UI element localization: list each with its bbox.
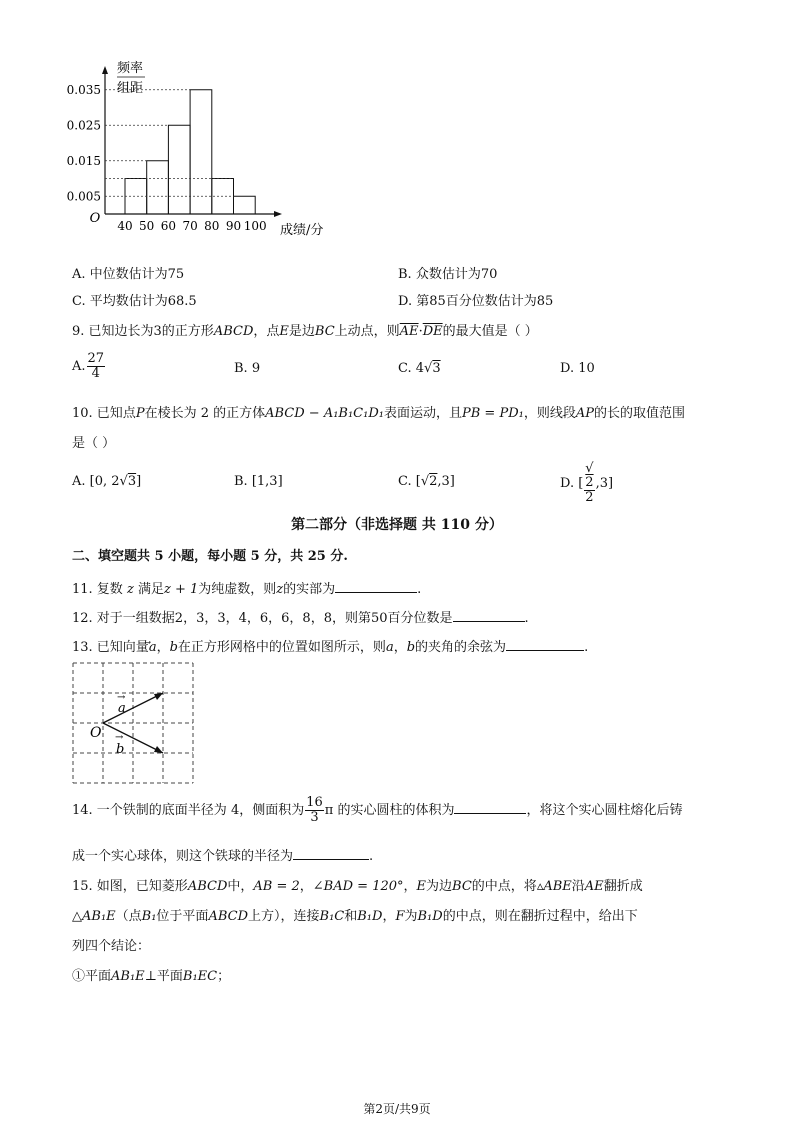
q8-option-b: B. 众数估计为70 — [398, 267, 498, 282]
x-axis-arrow — [274, 211, 282, 217]
q15-conclusion-1: ①平面AB₁E⊥平面B₁EC； — [72, 969, 231, 984]
q9-option-b: B. 9 — [234, 361, 261, 376]
x-tick-label: 50 — [139, 219, 155, 233]
x-tick-label: 90 — [225, 219, 242, 233]
q9-stem: 9. 已知边长为3的正方形ABCD，点E是边BC上动点，则$\overline{AE}\cdot\overline{DE}$的最大值是（ ） — [72, 324, 538, 339]
vector-a-label: a — [118, 701, 126, 716]
q10-stem-line2: 是（ ） — [72, 436, 116, 451]
histogram-bar — [234, 196, 256, 214]
q13-answer-blank[interactable] — [506, 638, 584, 651]
q10-option-b: B. [1,3] — [234, 474, 283, 489]
y-tick-label: 0.005 — [66, 189, 101, 204]
q10-option-a: A. [0, 2√3] — [72, 474, 142, 489]
x-tick-label: 40 — [117, 219, 133, 233]
x-tick-label: 80 — [204, 219, 220, 233]
histogram-bar — [125, 179, 147, 215]
q8-option-a: A. 中位数估计为75 — [72, 267, 185, 282]
q11: 11. 复数 z 满足z + 1为纯虚数，则z的实部为 . — [72, 582, 422, 597]
y-axis-arrow — [102, 66, 108, 74]
q10-option-d: D. [ √ 2 2 ,3] — [560, 461, 614, 505]
q11-answer-blank[interactable] — [335, 580, 417, 593]
q8-option-d: D. 第85百分位数估计为85 — [398, 294, 554, 309]
q9-option-a: A. $\frac{27}{4}$ — [72, 351, 105, 381]
histogram-chart — [60, 58, 360, 258]
page-footer: 第2页/共9页 — [363, 1102, 431, 1116]
q15-line3: 列四个结论： — [72, 939, 151, 954]
grid-lines — [73, 663, 193, 783]
q10-stem-line1: 10. 已知点P在棱长为 2 的正方体ABCD − A₁B₁C₁D₁表面运动，且PB = PD₁，则线段AP的长的取值范围 — [72, 406, 686, 421]
q10-option-c: C. [√2,3] — [398, 474, 455, 489]
q9-option-c: C. 4√3 — [398, 361, 441, 376]
q15-line1: 15. 如图，已知菱形ABCD中，AB = 2，∠BAD = 120°，E为边BC的中点，将▵ABE沿AE翻折成 — [72, 879, 643, 894]
q14-radius-blank[interactable] — [293, 847, 369, 860]
section2-title: 二、填空题共 5 小题，每小题 5 分，共 25 分. — [72, 549, 348, 564]
y-axis-label-bottom: 组距 — [117, 81, 144, 96]
q13: 13. 已知向量a，b在正方形网格中的位置如图所示，则a，b的夹角的余弦为 . — [72, 640, 589, 655]
vector-b-label: b — [116, 742, 125, 757]
x-tick-label: 60 — [160, 219, 177, 233]
histogram-bar — [190, 90, 212, 214]
histogram-bar — [168, 125, 190, 214]
y-tick-label: 0.035 — [66, 82, 101, 97]
histogram-bar — [147, 161, 169, 214]
q14-line1: 14. 一个铁制的底面半径为 4，侧面积为 $\frac{16}{3}$ π 的实心圆柱的体积为 ，将这个实心圆柱熔化后铸 — [72, 795, 683, 825]
origin-label: O — [89, 211, 101, 226]
vector-a-arrow — [103, 693, 163, 723]
q14-line2: 成一个实心球体，则这个铁球的半径为 . — [72, 849, 374, 864]
x-tick-label: 100 — [243, 219, 267, 233]
vector-grid-figure — [70, 660, 200, 790]
grid-origin-label: O — [90, 725, 102, 741]
q12: 12. 对于一组数据2，3，3，4，6，6，8，8，则第50百分位数是 . — [72, 611, 529, 626]
y-tick-label: 0.025 — [66, 118, 101, 133]
q12-answer-blank[interactable] — [453, 609, 525, 622]
part2-title: 第二部分（非选择题 共 110 分） — [291, 517, 503, 533]
y-axis-label-top: 频率 — [117, 61, 144, 76]
x-tick-label: 70 — [182, 219, 198, 233]
y-tick-label: 0.015 — [66, 153, 101, 168]
q9-option-d: D. 10 — [560, 361, 595, 376]
svg-text:→: → — [117, 692, 126, 703]
svg-text:→: → — [115, 732, 124, 743]
q14-volume-blank[interactable] — [454, 801, 526, 814]
x-axis-label: 成绩/分 — [280, 223, 324, 238]
q15-line2: △AB₁E（点B₁位于平面ABCD上方），连接B₁C和B₁D，F为B₁D的中点，则在翻折过程中，给出下 — [72, 909, 638, 924]
q8-option-c: C. 平均数估计为68.5 — [72, 294, 197, 309]
